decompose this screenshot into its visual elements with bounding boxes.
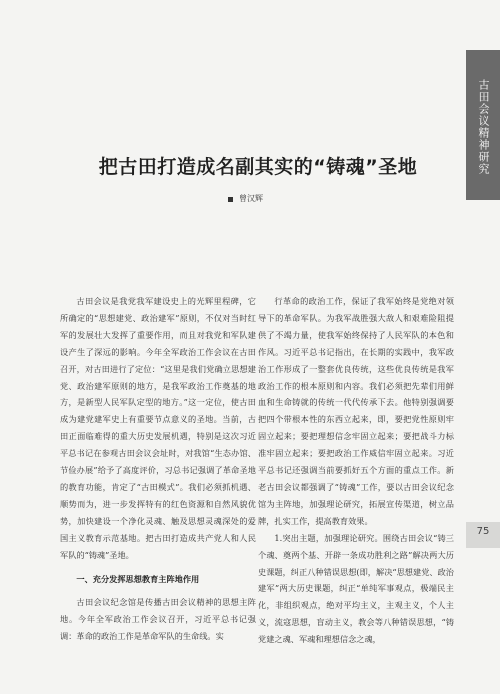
right-column xyxy=(258,293,454,648)
section-label: 古田会议精神研究 xyxy=(477,79,490,175)
section-heading: 一、充分发挥思想教育主阵地作用 xyxy=(76,573,200,584)
author-name: 曾汉辉 xyxy=(239,194,263,203)
square-bullet-icon xyxy=(228,197,233,202)
left-paragraph-1: 古田会议是我党我军建设史上的光辉里程碑，它所确定的“思想建党、政治建军”原则，不仅对当时红军的发展壮大发挥了重要作用，而且对我党和军队建设产生了深远的影响。今年全军政治工作会议在古田召开，对古田进行了定位：“这里是我们党确立思想建党、政治建军原则的地方，是我军政治工作奠基的地方，是新型人民军队定型的地方。”这一定位，使古田成为建党建军史上有重要节点意义的圣地。当前，古田正面临难得的重大历史发展机遇，特别是这次习近平总书记在参观古田会议会址时，对我馆“生态办馆、节俭办展”给予了高度评价，习总书记强调了革命圣地的教育功能，肯定了“古田模式”。我们必须抓机遇、顺势而为，进一步发挥特有的红色资源和自然风貌优势，加快建设一个净化灵魂、触及思想灵魂深处的爱国主义教育示范基地。把古田打造成共产党人和人民军队的“铸魂”圣地。 xyxy=(60,296,256,560)
article-title: 把古田打造成名副其实的“铸魂”圣地 xyxy=(98,156,418,178)
left-column xyxy=(60,293,256,645)
left-paragraph-2: 古田会议纪念馆是传播古田会议精神的思想主阵地。今年全军政治工作会议召开，习近平总书记强调：革命的政治工作是革命军队的生命线。实 xyxy=(60,597,256,642)
page-number: 75 xyxy=(476,526,490,537)
author-line xyxy=(228,193,388,204)
right-paragraph-1: 行革命的政治工作，保证了我军始终是党绝对领导下的革命军队。为我军战胜强大敌人和艰难险阻提供了不竭力量，使我军始终保持了人民军队的本色和作风。习近平总书记指出，在长期的实践中，我军政治工作形成了一整套优良传统，这些优良传统是我军政治工作的根本原则和内容。我们必须把先辈们用鲜血和生命铸就的传统一代代传承下去。他特别强调要把四个带根本性的东西立起来，即，要把党性原则牢固立起来；要把理想信念牢固立起来；要把战斗力标准牢固立起来；要把政治工作威信牢固立起来。习近平总书记还强调当前要抓好五个方面的重点工作。新老古田会议都强调了“铸魂”工作，要以古田会议纪念馆为主阵地，加强理论研究，拓展宣传渠道，树立品牌，扎实工作，提高教育效果。 xyxy=(258,296,454,526)
right-paragraph-2: 1.突出主题，加强理论研究。围绕古田会议“铸三个魂、奠两个基、开辟一条成功胜利之路”解决两大历史课题，纠正八种错误思想(即，解决“思想建党、政治建军”两大历史课题，纠正“单纯军事观点，极端民主化，非组织观点，绝对平均主义，主观主义，个人主义，流寇思想，盲动主义，教会等八种错误思想，“铸党建之魂、军魂和理想信念之魂， xyxy=(258,532,454,645)
